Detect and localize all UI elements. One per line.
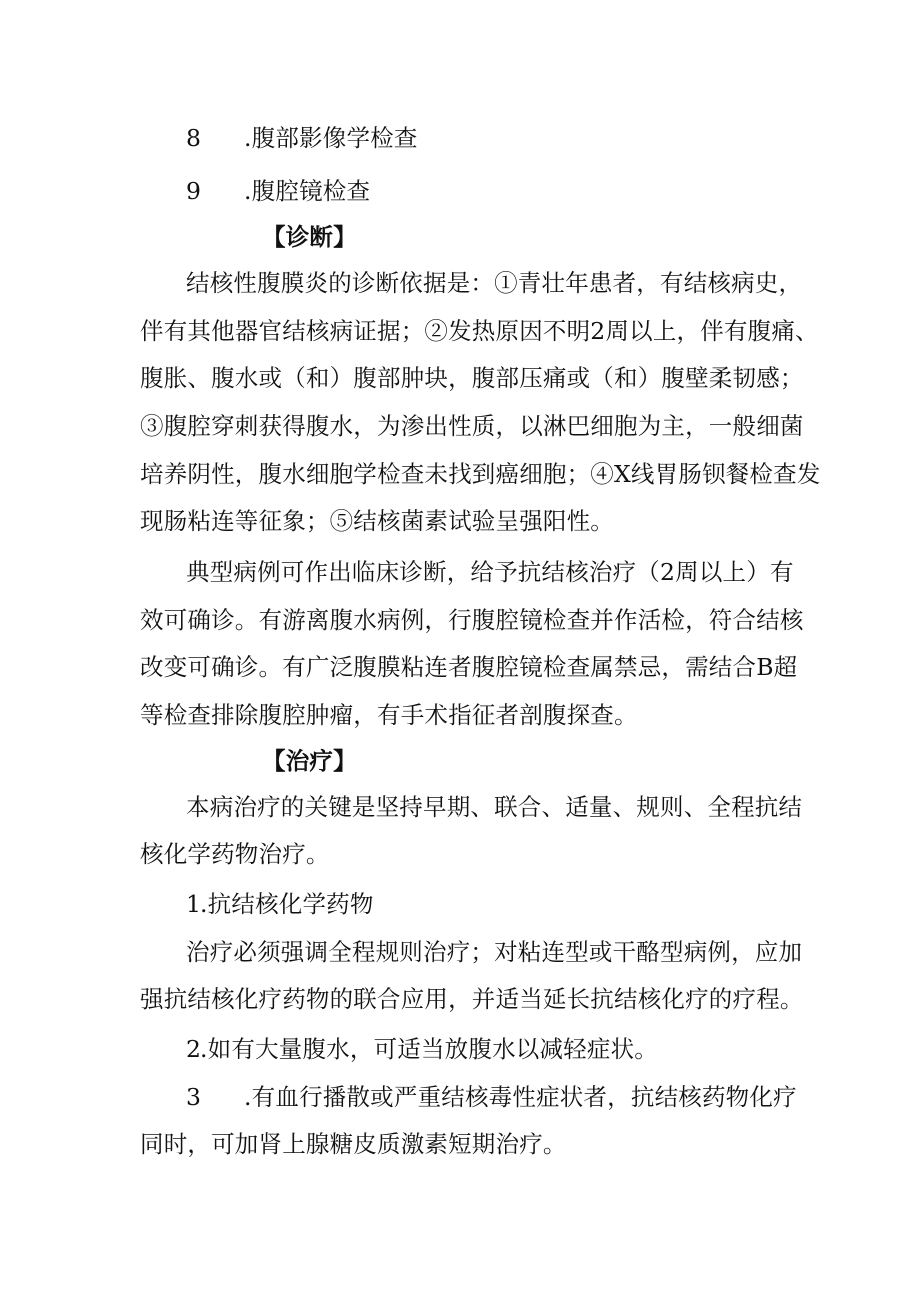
treatment-paragraph-line: 同时，可加肾上腺糖皮质激素短期治疗。 — [140, 1130, 567, 1158]
treatment-item-1 — [140, 889, 374, 919]
treatment-paragraph-line: 治疗必须强调全程规则治疗；对粘连型或干酪型病例，应加 — [186, 938, 803, 966]
diagnosis-paragraph-line: 结核性腹膜炎的诊断依据是：①青壮年患者，有结核病史， — [186, 269, 803, 297]
treatment-item-2 — [140, 1034, 658, 1064]
treatment-paragraph-line: 本病治疗的关键是坚持早期、联合、适量、规则、全程抗结 — [186, 793, 803, 821]
diagnosis-paragraph-line: 腹胀、腹水或（和）腹部肿块，腹部压痛或（和）腹壁柔韧感； — [140, 364, 804, 392]
diagnosis-paragraph-line: 典型病例可作出临床诊断，给予抗结核治疗（2周以上）有 — [186, 558, 794, 586]
diagnosis-paragraph-line: 伴有其他器官结核病证据；②发热原因不明2周以上，伴有腹痛、 — [140, 317, 819, 345]
list-item-8 — [140, 123, 418, 153]
item-text: .腹部影像学检查 — [244, 124, 418, 152]
item-text: .有血行播散或严重结核毒性症状者，抗结核药物化疗 — [244, 1083, 797, 1111]
treatment-paragraph-line: 核化学药物治疗。 — [140, 840, 330, 868]
treatment-item-3 — [140, 1082, 797, 1112]
treatment-heading: 【治疗】 — [262, 747, 357, 775]
item-text: .如有大量腹水，可适当放腹水以减轻症状。 — [200, 1035, 658, 1063]
item-number: 2 — [186, 1035, 202, 1063]
diagnosis-paragraph-line: 培养阴性，腹水细胞学检查未找到癌细胞；④X线胃肠钡餐检查发 — [140, 460, 821, 488]
list-item-9 — [140, 176, 370, 206]
diagnosis-paragraph-line: 效可确诊。有游离腹水病例，行腹腔镜检查并作活检，符合结核 — [140, 606, 804, 634]
diagnosis-paragraph-line: 等检查排除腹腔肿瘤，有手术指征者剖腹探查。 — [140, 701, 638, 729]
item-number: 8 — [186, 124, 202, 152]
item-text: .腹腔镜检查 — [244, 177, 371, 205]
diagnosis-heading: 【诊断】 — [262, 223, 357, 251]
item-number: 1 — [186, 890, 202, 918]
diagnosis-paragraph-line: ③腹腔穿刺获得腹水，为渗出性质，以淋巴细胞为主，一般细菌 — [140, 412, 804, 440]
diagnosis-paragraph-line: 改变可确诊。有广泛腹膜粘连者腹腔镜检查属禁忌，需结合B超 — [140, 653, 798, 681]
item-number: 9 — [186, 177, 202, 205]
item-number: 3 — [186, 1083, 202, 1111]
diagnosis-paragraph-line: 现肠粘连等征象；⑤结核菌素试验呈强阳性。 — [140, 507, 614, 535]
item-text: .抗结核化学药物 — [200, 890, 374, 918]
treatment-paragraph-line: 强抗结核化疗药物的联合应用，并适当延长抗结核化疗的疗程。 — [140, 985, 804, 1013]
